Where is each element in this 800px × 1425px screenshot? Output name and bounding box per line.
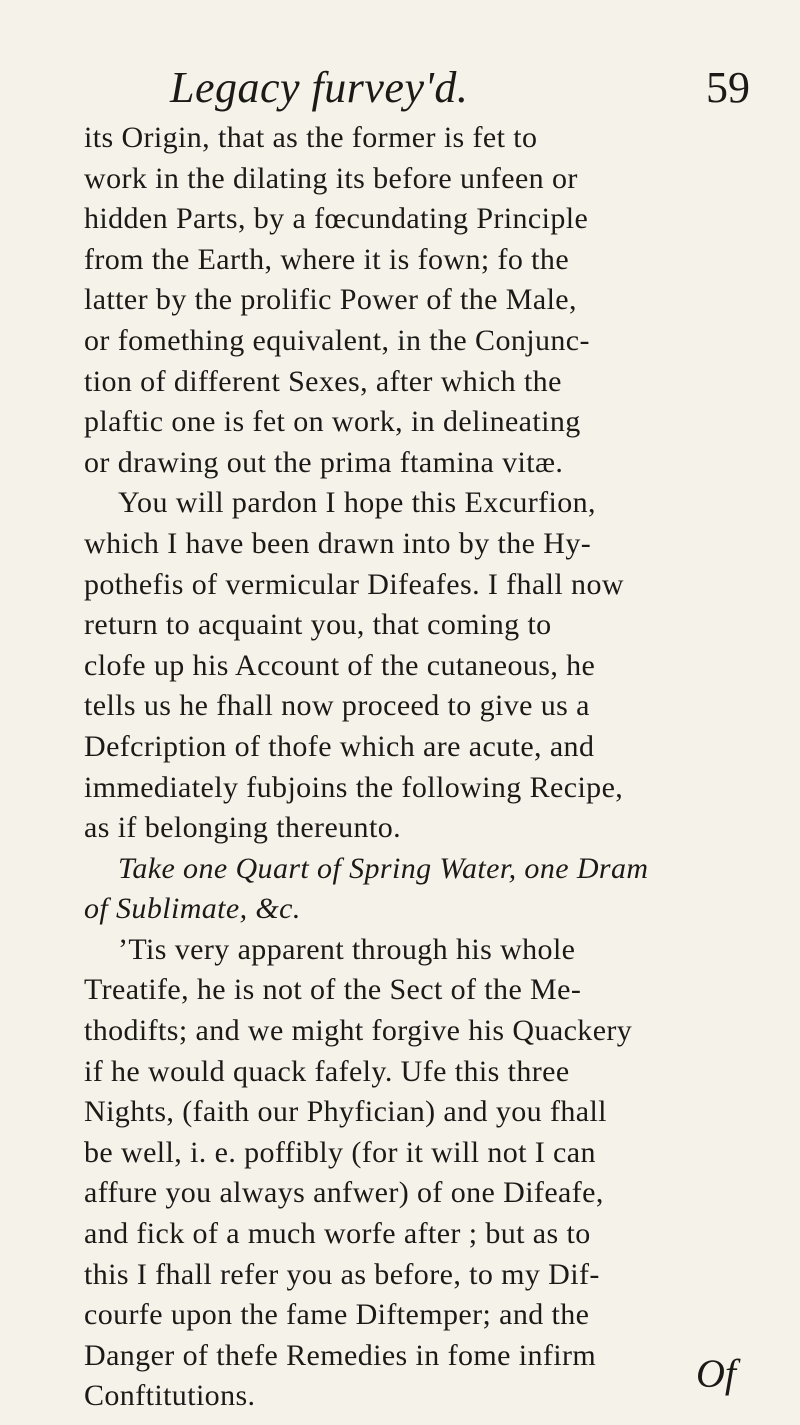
page-number: 59 [706, 63, 750, 112]
text-line: and fick of a much worfe after ; but as to [84, 1217, 591, 1251]
text-line: Take one Quart of Spring Water, one Dram [118, 851, 649, 885]
text-line: ’Tis very apparent through his whole [118, 932, 576, 966]
text-line: Defcription of thofe which are acute, and [84, 729, 595, 763]
text-line: be well, i. e. poffibly (for it will not I can [84, 1135, 596, 1169]
catchword: Of [696, 1351, 736, 1396]
text-line: Conftitutions. [84, 1379, 256, 1413]
text-line: tells us he fhall now proceed to give us a [84, 689, 590, 723]
text-line: Nights, (faith our Phyfician) and you fhall [84, 1095, 607, 1129]
text-line: Danger of thefe Remedies in fome infirm [84, 1338, 597, 1372]
body-text [84, 118, 744, 1417]
text-line: of Sublimate, &c. [84, 892, 301, 926]
text-line: courfe upon the fame Diftemper; and the [84, 1298, 590, 1332]
text-line: return to acquaint you, that coming to [84, 608, 552, 642]
text-line: or drawing out the prima ftamina vitæ. [84, 445, 564, 479]
text-line: thodifts; and we might forgive his Quackery [84, 1014, 633, 1048]
text-line: pothefis of vermicular Difeafes. I fhall now [84, 567, 624, 601]
text-line: plaftic one is fet on work, in delineating [84, 405, 581, 439]
text-line: work in the dilating its before unfeen or [84, 161, 578, 195]
text-line: from the Earth, where it is fown; fo the [84, 242, 570, 276]
text-line: You will pardon I hope this Excurfion, [118, 486, 596, 520]
text-line: which I have been drawn into by the Hy- [84, 526, 592, 560]
text-line: or fomething equivalent, in the Conjunc- [84, 323, 590, 357]
text-line: as if belonging thereunto. [84, 811, 401, 845]
text-line: clofe up his Account of the cutaneous, he [84, 648, 596, 682]
text-line: tion of different Sexes, after which the [84, 364, 562, 398]
text-line: immediately fubjoins the following Recipe, [84, 770, 624, 804]
text-line: this I fhall refer you as before, to my Dif- [84, 1257, 600, 1291]
running-title: Legacy furvey'd. [170, 63, 469, 112]
running-head [110, 62, 750, 122]
text-line: Treatife, he is not of the Sect of the Me- [84, 973, 582, 1007]
text-line: if he would quack fafely. Ufe this three [84, 1054, 570, 1088]
text-line: latter by the prolific Power of the Male, [84, 283, 577, 317]
text-line: affure you always anfwer) of one Difeafe, [84, 1176, 604, 1210]
text-line: hidden Parts, by a fœcundating Principle [84, 202, 589, 236]
text-line: its Origin, that as the former is fet to [84, 121, 538, 154]
